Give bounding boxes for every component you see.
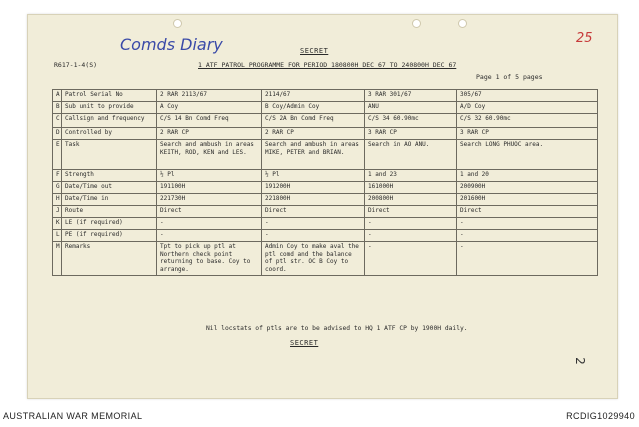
table-cell: 201600H: [457, 194, 598, 206]
classification-bottom: SECRET: [290, 339, 319, 347]
table-cell: Search and ambush in areas KEITH, ROD, KEN and LES.: [157, 140, 262, 170]
table-row: [53, 102, 598, 114]
row-label: Sub unit to provide: [62, 102, 157, 114]
row-letter: K: [53, 218, 62, 230]
document-title: 1 ATF PATROL PROGRAMME FOR PERIOD 180800H DEC 67 TO 240800H DEC 67: [198, 61, 457, 69]
row-label: Strength: [62, 170, 157, 182]
row-label: Callsign and frequency: [62, 114, 157, 128]
table-cell: -: [365, 230, 457, 242]
table-cell: Direct: [157, 206, 262, 218]
table-cell: -: [262, 230, 365, 242]
row-label: Date/Time in: [62, 194, 157, 206]
table-row: [53, 128, 598, 140]
footer-source: AUSTRALIAN WAR MEMORIAL: [3, 411, 143, 421]
handwritten-page-number: 25: [576, 31, 593, 46]
punch-hole: [173, 19, 182, 28]
table-cell: 1 and 23: [365, 170, 457, 182]
table-cell: C/S 34 60.90mc: [365, 114, 457, 128]
table-cell: -: [157, 218, 262, 230]
row-letter: J: [53, 206, 62, 218]
handwritten-mark: 2: [572, 357, 587, 365]
locstat-note: Nil locstats of ptls are to be advised to HQ 1 ATF CP by 1900H daily.: [206, 325, 468, 332]
table-cell: 161000H: [365, 182, 457, 194]
table-cell: C/S 14 Bn Comd Freq: [157, 114, 262, 128]
row-letter: A: [53, 90, 62, 102]
row-label: Task: [62, 140, 157, 170]
row-letter: L: [53, 230, 62, 242]
table-cell: 200900H: [457, 182, 598, 194]
table-cell: -: [457, 218, 598, 230]
row-letter: B: [53, 102, 62, 114]
table-cell: Search LONG PHUOC area.: [457, 140, 598, 170]
table-row: [53, 182, 598, 194]
table-cell: Search and ambush in areas MIKE, PETER and BRIAN.: [262, 140, 365, 170]
table-cell: Admin Coy to make aval the ptl comd and the balance of ptl str. OC B Coy to coord.: [262, 242, 365, 276]
table-cell: 2 RAR CP: [157, 128, 262, 140]
table-row: [53, 140, 598, 170]
table-cell: Search in AO ANU.: [365, 140, 457, 170]
table-cell: A/D Coy: [457, 102, 598, 114]
table-cell: 191200H: [262, 182, 365, 194]
table-cell: 3 RAR 301/67: [365, 90, 457, 102]
table-cell: ½ Pl: [157, 170, 262, 182]
row-letter: F: [53, 170, 62, 182]
table-cell: 221800H: [262, 194, 365, 206]
table-cell: ANU: [365, 102, 457, 114]
table-row: [53, 170, 598, 182]
table-row: [53, 230, 598, 242]
table-cell: 2114/67: [262, 90, 365, 102]
table-cell: -: [365, 242, 457, 276]
table-row: [53, 90, 598, 102]
table-cell: 2 RAR 2113/67: [157, 90, 262, 102]
table-cell: Direct: [457, 206, 598, 218]
table-cell: Direct: [365, 206, 457, 218]
table-cell: -: [365, 218, 457, 230]
table-cell: 200800H: [365, 194, 457, 206]
row-label: Route: [62, 206, 157, 218]
table-cell: C/S 32 60.90mc: [457, 114, 598, 128]
row-letter: G: [53, 182, 62, 194]
table-row: [53, 194, 598, 206]
table-cell: -: [457, 230, 598, 242]
punch-hole: [412, 19, 421, 28]
table-cell: -: [157, 230, 262, 242]
table-cell: 2 RAR CP: [262, 128, 365, 140]
table-row: [53, 242, 598, 276]
table-cell: A Coy: [157, 102, 262, 114]
table-cell: 3 RAR CP: [457, 128, 598, 140]
table-row: [53, 218, 598, 230]
table-cell: Tpt to pick up ptl at Northern check point returning to base. Coy to arrange.: [157, 242, 262, 276]
row-letter: M: [53, 242, 62, 276]
handwritten-title: Comds Diary: [120, 35, 223, 54]
table-row: [53, 206, 598, 218]
reference-number: R617-1-4(S): [54, 61, 98, 69]
table-cell: B Coy/Admin Coy: [262, 102, 365, 114]
row-label: LE (if required): [62, 218, 157, 230]
footer-catalogue-id: RCDIG1029940: [566, 411, 635, 421]
punch-hole: [458, 19, 467, 28]
table-cell: -: [457, 242, 598, 276]
row-letter: C: [53, 114, 62, 128]
table-cell: 3 RAR CP: [365, 128, 457, 140]
row-label: Patrol Serial No: [62, 90, 157, 102]
classification-top: SECRET: [300, 47, 329, 55]
table-cell: Direct: [262, 206, 365, 218]
row-label: Remarks: [62, 242, 157, 276]
row-letter: E: [53, 140, 62, 170]
table-cell: ½ Pl: [262, 170, 365, 182]
row-label: Date/Time out: [62, 182, 157, 194]
table-cell: 1 and 20: [457, 170, 598, 182]
table-cell: 191100H: [157, 182, 262, 194]
row-label: PE (if required): [62, 230, 157, 242]
row-label: Controlled by: [62, 128, 157, 140]
table-cell: 305/67: [457, 90, 598, 102]
table-cell: C/S 2A Bn Comd Freq: [262, 114, 365, 128]
row-letter: H: [53, 194, 62, 206]
table-cell: -: [262, 218, 365, 230]
table-row: [53, 114, 598, 128]
row-letter: D: [53, 128, 62, 140]
document-page: [27, 14, 618, 399]
page-info: Page 1 of 5 pages: [476, 73, 543, 81]
table-cell: 221730H: [157, 194, 262, 206]
patrol-programme-table: [52, 89, 598, 276]
